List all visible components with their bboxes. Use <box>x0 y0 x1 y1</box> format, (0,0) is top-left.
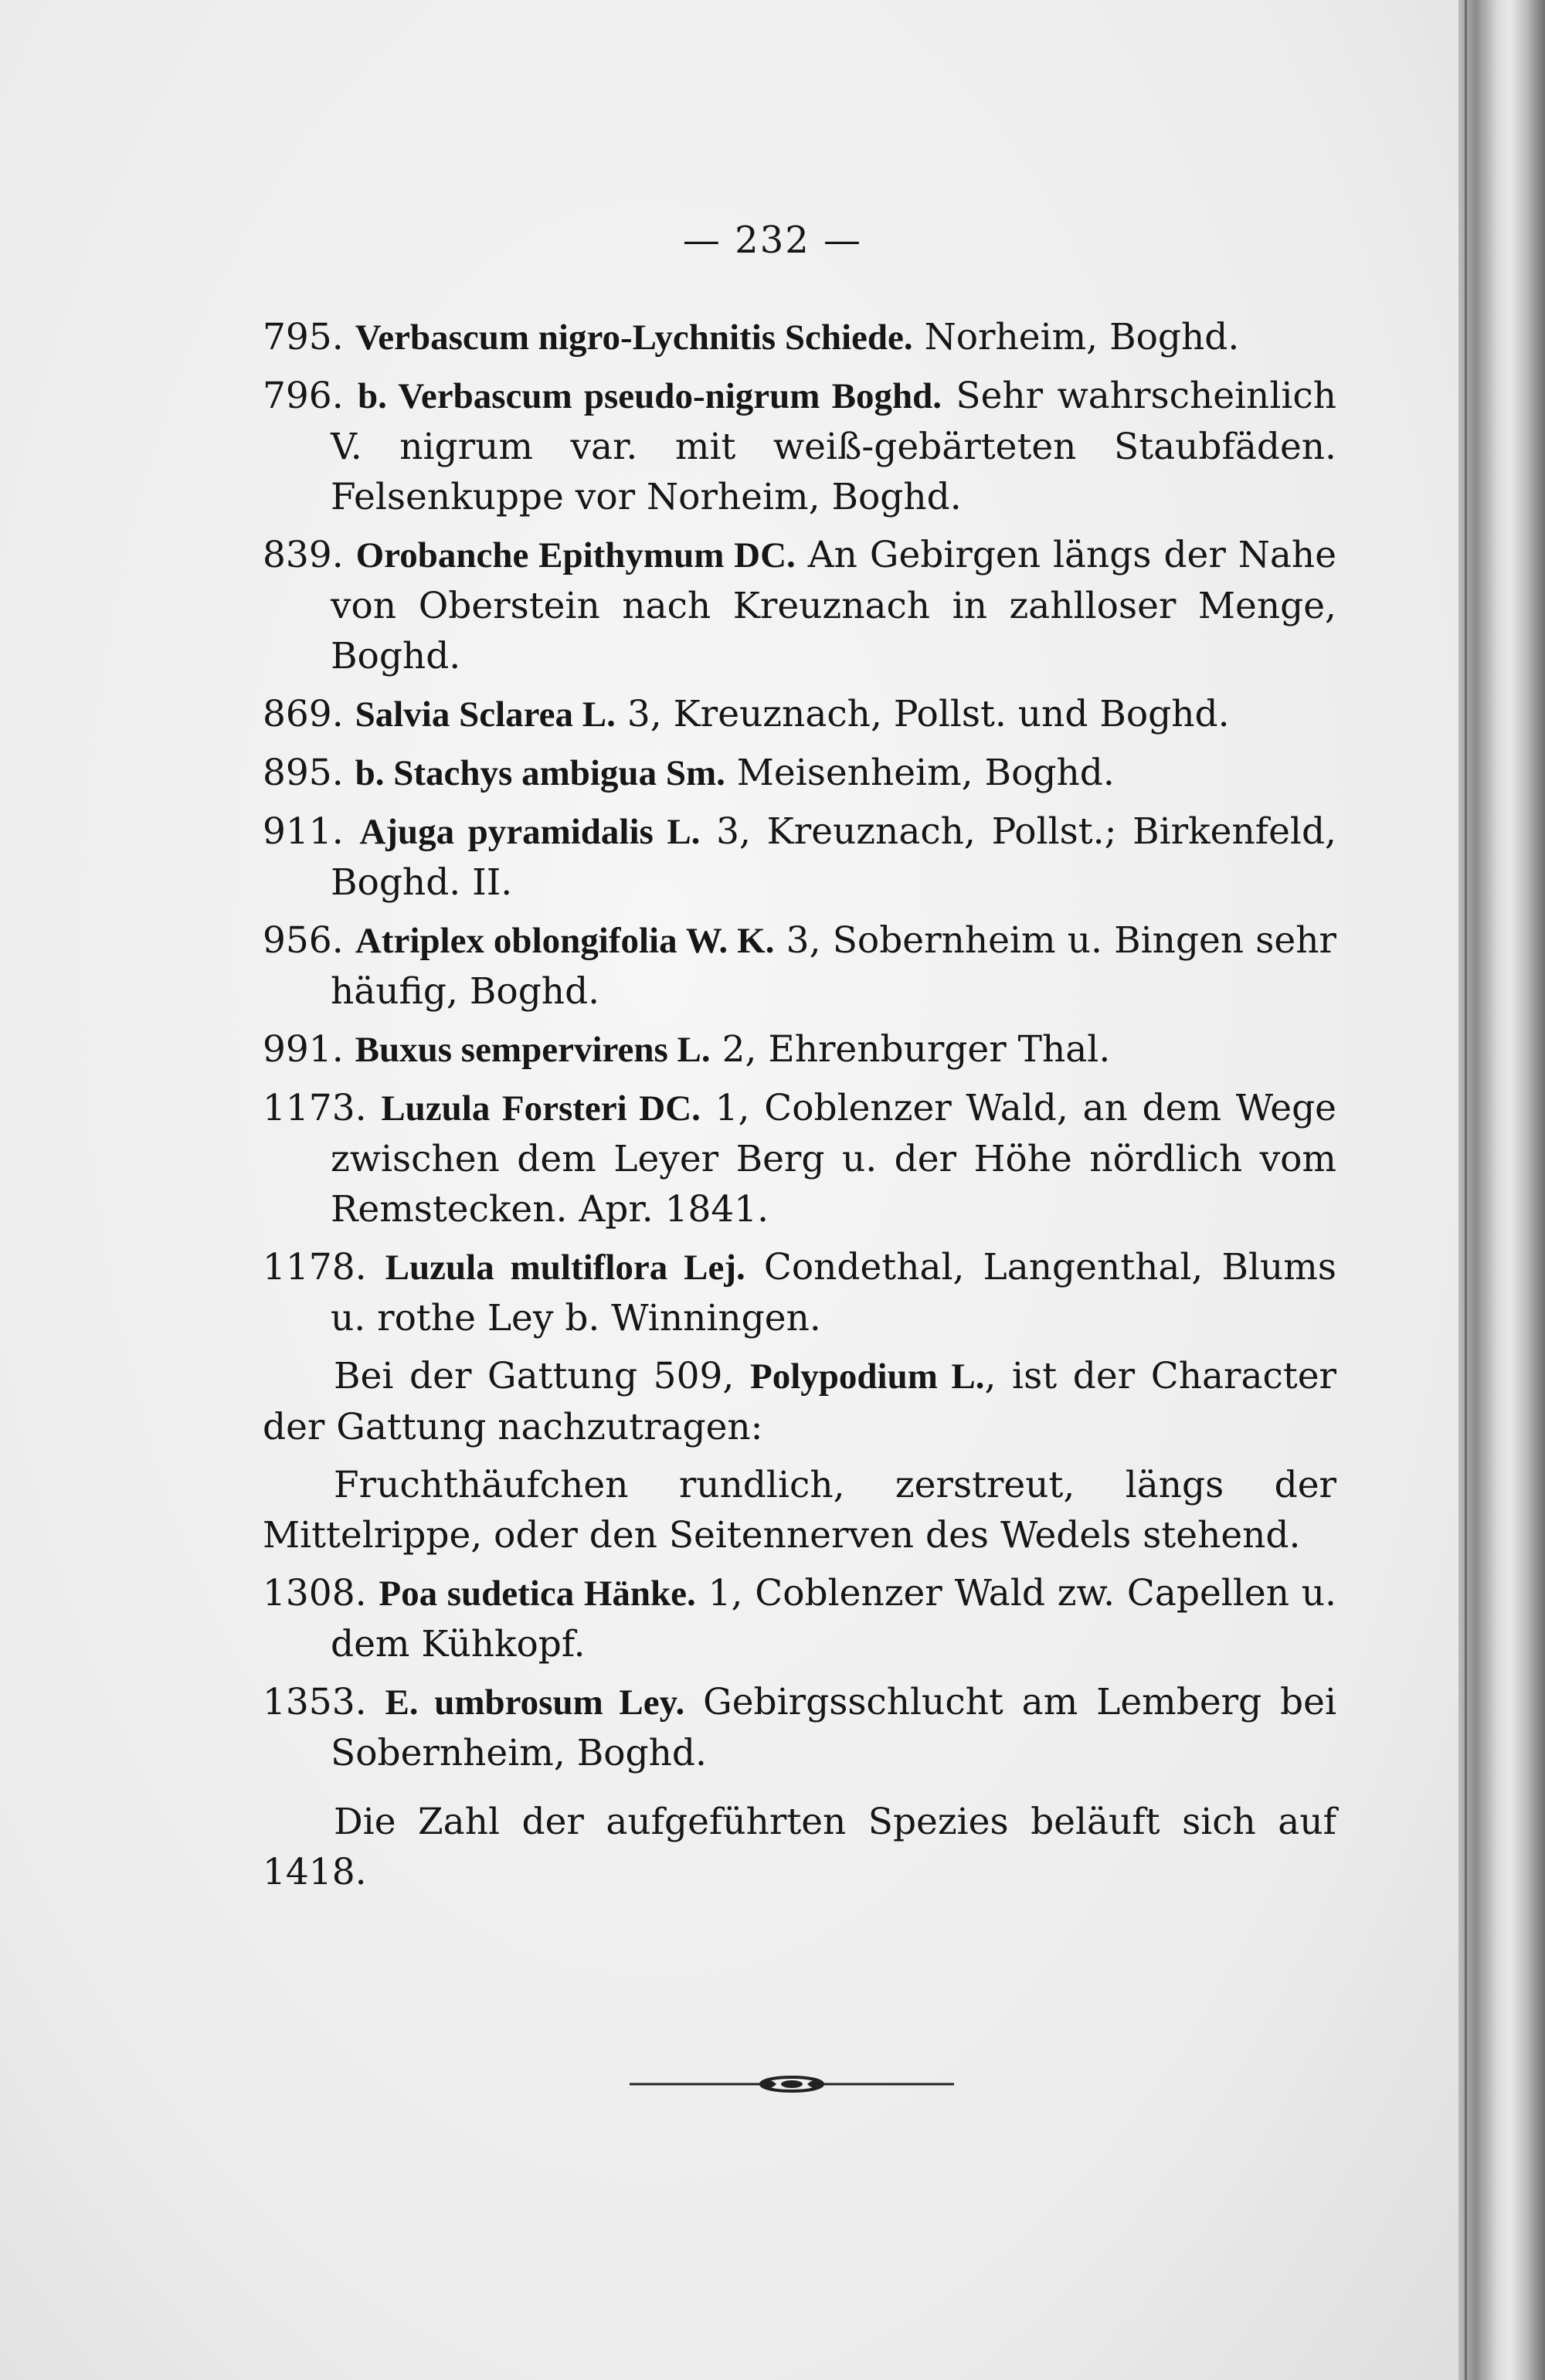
entry-text: 3, Kreuznach, Pollst. und Boghd. <box>615 693 1230 735</box>
entry-1308 <box>263 1568 1336 1669</box>
entry-991 <box>263 1024 1336 1075</box>
closing-paragraph: Die Zahl der aufgeführten Spezies beläuft sich auf 1418. <box>263 1801 1336 1893</box>
entry-number: 1308. <box>263 1572 367 1614</box>
page-edge-shadow <box>1458 0 1545 2380</box>
entry-1353 <box>263 1677 1336 1778</box>
entry-number: 956. <box>263 919 344 962</box>
note-tail: , ist der Character der Gattung nachzutragen: <box>263 1355 1336 1448</box>
species-name: Salvia Sclarea L. <box>355 694 616 735</box>
entry-895 <box>263 748 1336 799</box>
species-name: b. Verbascum pseudo-nigrum Boghd. <box>358 376 942 416</box>
note-lead: Bei der Gattung 509, <box>334 1355 750 1397</box>
species-name: Orobanche Epithymum DC. <box>355 535 796 575</box>
entry-number: 911. <box>263 810 344 853</box>
entry-number: 895. <box>263 752 344 794</box>
entry-text: An Gebirgen längs der Nahe von Oberstein nach Kreuznach in zahlloser Menge, Boghd. <box>331 534 1337 677</box>
entry-text: 3, Sobernheim u. Bingen sehr häufig, Boghd. <box>331 919 1336 1013</box>
species-name: Verbascum nigro-Lychnitis Schiede. <box>355 317 913 358</box>
species-name: E. umbrosum Ley. <box>385 1682 685 1723</box>
entry-list <box>263 312 1336 1897</box>
entry-text: Meisenheim, Boghd. <box>725 752 1115 794</box>
entry-number: 1173. <box>263 1087 367 1129</box>
genus-note <box>263 1351 1336 1452</box>
entry-text: 3, Kreuznach, Pollst.; Birkenfeld, Boghd. II. <box>331 810 1336 904</box>
species-name: Buxus sempervirens L. <box>355 1030 711 1070</box>
genus-name: Polypodium L. <box>749 1356 985 1397</box>
entry-number: 1178. <box>263 1246 367 1288</box>
entry-text: 1, Coblenzer Wald, an dem Wege zwischen dem Leyer Berg u. der Höhe nördlich vom Remstecken. Apr. 1841. <box>331 1087 1336 1231</box>
entry-1178 <box>263 1242 1336 1343</box>
entry-number: 795. <box>263 316 344 358</box>
entry-839 <box>263 530 1336 681</box>
entry-911 <box>263 806 1336 908</box>
entry-text: Sehr wahrscheinlich V. nigrum var. mit weiß-gebärteten Staubfäden. Felsenkuppe vor Norheim, Boghd. <box>331 375 1336 518</box>
entry-795 <box>263 312 1336 363</box>
species-name: Ajuga pyramidalis L. <box>359 812 701 852</box>
entry-text: 1, Coblenzer Wald zw. Capellen u. dem Kühkopf. <box>331 1572 1336 1665</box>
species-name: Atriplex oblongifolia W. K. <box>355 921 775 961</box>
entry-956 <box>263 915 1336 1017</box>
end-ornament-icon <box>630 2069 954 2100</box>
entry-869 <box>263 689 1336 740</box>
entry-796 <box>263 371 1336 522</box>
species-name: Luzula multiflora Lej. <box>385 1248 745 1288</box>
entry-1173 <box>263 1083 1336 1234</box>
species-name: b. Stachys ambigua Sm. <box>355 753 725 793</box>
entry-text: Gebirgsschlucht am Lemberg bei Sobernheim, Boghd. <box>331 1681 1336 1774</box>
species-name: Poa sudetica Hänke. <box>379 1574 696 1614</box>
entry-text: Condethal, Langenthal, Blums u. rothe Ley b. Winningen. <box>331 1246 1336 1339</box>
species-name: Luzula Forsteri DC. <box>381 1088 701 1129</box>
genus-character: Fruchthäufchen rundlich, zerstreut, längs der Mittelrippe, oder den Seitennerven des Wedels stehend. <box>263 1464 1336 1557</box>
entry-number: 869. <box>263 693 344 735</box>
entry-text: Norheim, Boghd. <box>912 316 1240 358</box>
entry-number: 991. <box>263 1028 344 1071</box>
page-number: — 232 — <box>682 219 863 262</box>
entry-text: 2, Ehrenburger Thal. <box>710 1028 1111 1071</box>
entry-number: 839. <box>263 534 344 576</box>
entry-number: 1353. <box>263 1681 367 1723</box>
entry-number: 796. <box>263 375 344 417</box>
